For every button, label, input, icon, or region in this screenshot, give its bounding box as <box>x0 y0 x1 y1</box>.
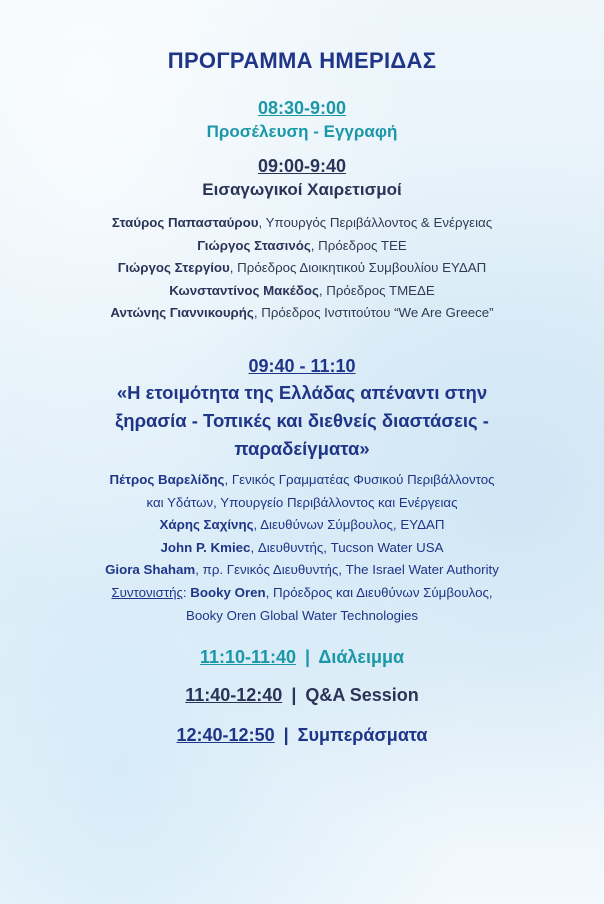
speaker-name: Γιώργος Στασινός <box>197 237 311 253</box>
speaker-name: Giora Shaham <box>105 562 196 578</box>
session-time: 08:30-9:00 <box>257 98 347 118</box>
speaker-item <box>0 469 604 492</box>
speaker-name: John P. Kmiec <box>160 539 251 555</box>
speaker-item <box>0 514 604 537</box>
speaker-item <box>0 559 604 582</box>
session-title: Διάλειμμα <box>318 647 405 668</box>
speaker-name: Σταύρος Παπασταύρου <box>111 215 259 230</box>
speaker-name: Πέτρος Βαρελίδης <box>109 471 225 487</box>
moderator-colon: : <box>182 584 191 600</box>
session-title: Προσέλευση - Εγγραφή <box>206 122 398 141</box>
speaker-role-cont: και Υδάτων, Υπουργείο Περιβάλλοντος και Ενέργειας <box>146 494 458 510</box>
speaker-role: , πρ. Γενικός Διευθυντής, The Israel Water Authority <box>195 562 499 578</box>
speaker-role: , Διευθύνων Σύμβουλος, ΕΥΔΑΠ <box>253 517 445 533</box>
speaker-role: , Διευθυντής, Tucson Water USA <box>250 539 444 555</box>
moderator-item <box>0 582 604 605</box>
speaker-item <box>0 280 604 303</box>
page-title: ΠΡΟΓΡΑΜΜΑ ΗΜΕΡΙΔΑΣ <box>167 48 437 73</box>
moderator-name: Booky Oren <box>190 584 266 600</box>
moderator-role: , Πρόεδρος και Διευθύνων Σύμβουλος, <box>265 584 493 600</box>
session-title-line: ξηρασία - Τοπικές και διεθνείς διαστάσεις - <box>115 409 489 431</box>
moderator-role-cont: Booky Oren Global Water Technologies <box>185 607 419 623</box>
session-title-line: παραδείγματα» <box>234 437 370 459</box>
moderator-label: Συντονιστής <box>111 584 183 600</box>
session-time: 09:40 - 11:10 <box>248 355 356 376</box>
session-title: Q&A Session <box>305 685 419 706</box>
speaker-role: , Πρόεδρος Διοικητικού Συμβουλίου ΕΥΔΑΠ <box>229 260 487 276</box>
speaker-item <box>0 257 604 280</box>
speaker-name: Κωνσταντίνος Μακέδος <box>169 282 319 298</box>
speaker-role: , Πρόεδρος ΤΜΕΔΕ <box>318 282 435 298</box>
separator: | <box>291 685 297 706</box>
session-qa <box>0 685 604 706</box>
speaker-item <box>0 302 604 325</box>
speaker-item <box>0 537 604 560</box>
speaker-list <box>0 212 604 325</box>
session-conclusions <box>0 725 604 746</box>
session-time: 12:40-12:50 <box>176 725 275 746</box>
speaker-role: , Πρόεδρος ΤΕΕ <box>310 237 407 253</box>
session-welcome <box>0 156 604 325</box>
speaker-name: Γιώργος Στεργίου <box>117 260 230 276</box>
speaker-role: , Γενικός Γραμματέας Φυσικού Περιβάλλοντος <box>224 471 495 487</box>
separator: | <box>305 647 311 668</box>
session-break <box>0 647 604 668</box>
session-time: 11:10-11:40 <box>199 647 297 668</box>
speaker-list <box>0 469 604 627</box>
speaker-role: , Πρόεδρος Ινστιτούτου “We Are Greece” <box>253 305 494 321</box>
session-title: Εισαγωγικοί Χαιρετισμοί <box>202 180 402 199</box>
speaker-name: Χάρης Σαχίνης <box>159 517 254 533</box>
speaker-name: Αντώνης Γιαννικουρής <box>110 305 254 321</box>
session-title-line: «Η ετοιμότητα της Ελλάδας απέναντι στην <box>116 381 488 403</box>
speaker-role: , Υπουργός Περιβάλλοντος & Ενέργειας <box>258 215 493 230</box>
session-registration <box>0 98 604 142</box>
session-time: 11:40-12:40 <box>185 685 283 706</box>
speaker-item <box>0 212 604 235</box>
session-title: Συμπεράσματα <box>297 725 428 746</box>
separator: | <box>283 725 289 746</box>
session-panel <box>0 356 604 627</box>
speaker-item <box>0 235 604 258</box>
session-time: 09:00-9:40 <box>257 156 347 176</box>
session-title <box>0 379 604 463</box>
